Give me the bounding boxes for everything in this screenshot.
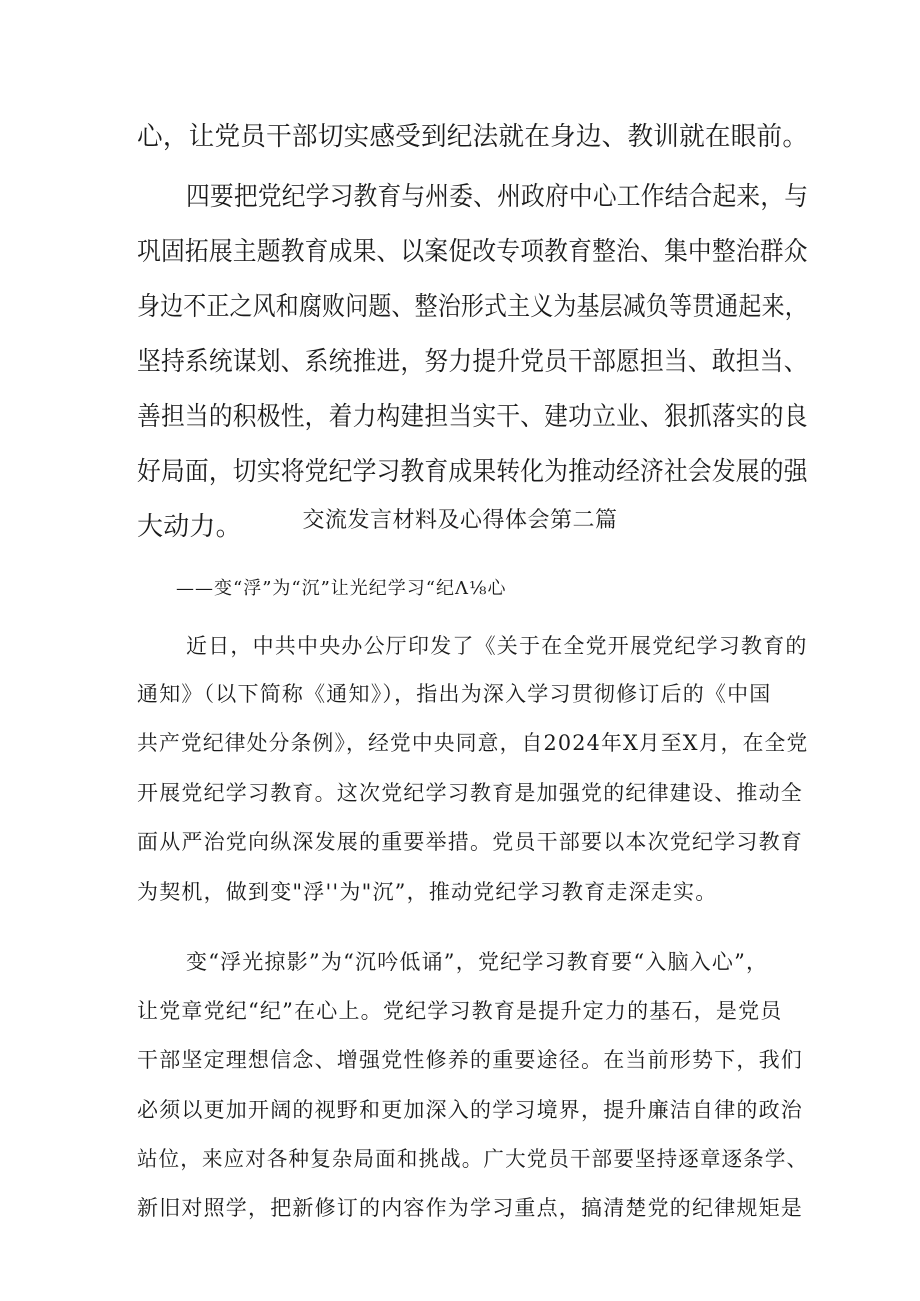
- section-title: 交流发言材料及心得体会第二篇: [302, 508, 618, 533]
- text-line: 面从严治党向纵深发展的重要举措。党员干部要以本次党纪学习教育: [137, 830, 803, 854]
- text-line: 变“浮光掠影”为“沉吟低诵”，党纪学习教育要“入脑入心”，: [186, 950, 769, 974]
- text-line: 善担当的积极性，着力构建担当实干、建功立业、狠抓落实的良: [137, 402, 808, 432]
- text-line: 通知》（以下简称《通知》），指出为深入学习贯彻修订后的《中国: [137, 682, 772, 706]
- text-line: 开展党纪学习教育。这次党纪学习教育是加强党的纪律建设、推动全: [137, 781, 803, 805]
- text-line: 必须以更加开阔的视野和更加深入的学习境界，提升廉洁自律的政治: [137, 1098, 803, 1122]
- text-line: 心，让党员干部切实感受到纪法就在身边、教训就在眼前。: [137, 122, 809, 152]
- text-line: 四要把党纪学习教育与州委、州政府中心工作结合起来，与: [186, 182, 809, 212]
- text-line: 新旧对照学，把新修订的内容作为学习重点，搞清楚党的纪律规矩是: [137, 1196, 803, 1220]
- text-line: 站位，来应对各种复杂局面和挑战。广大党员干部要坚持逐章逐条学、: [137, 1147, 809, 1171]
- text-line: 身边不正之风和腐败问题、整治形式主义为基层减负等贯通起来，: [137, 292, 808, 322]
- text-line: 干部坚定理想信念、增强党性修养的重要途径。在当前形势下，我们: [137, 1048, 803, 1072]
- section-subtitle: ——变“浮”为“沉”让光纪学习“纪Λ⅛心: [176, 578, 507, 599]
- text-line: 让党章党纪“纪”在心上。党纪学习教育是提升定力的基石，是党员: [137, 999, 783, 1023]
- text-line: 共产党纪律处分条例》，经党中央同意，自2024年X月至X月，在全党: [137, 731, 809, 755]
- text-line: 巩固拓展主题教育成果、以案促改专项教育整治、集中整治群众: [137, 237, 808, 267]
- text-line: 坚持系统谋划、系统推进，努力提升党员干部愿担当、敢担当、: [137, 347, 808, 377]
- text-line: 好局面，切实将党纪学习教育成果转化为推动经济社会发展的强: [137, 457, 808, 487]
- text-line: 为契机，做到变"浮''为"沉”，推动党纪学习教育走深走实。: [137, 880, 718, 904]
- text-line: 近日，中共中央办公厅印发了《关于在全党开展党纪学习教育的: [186, 634, 808, 658]
- text-line: 大动力。: [137, 512, 242, 542]
